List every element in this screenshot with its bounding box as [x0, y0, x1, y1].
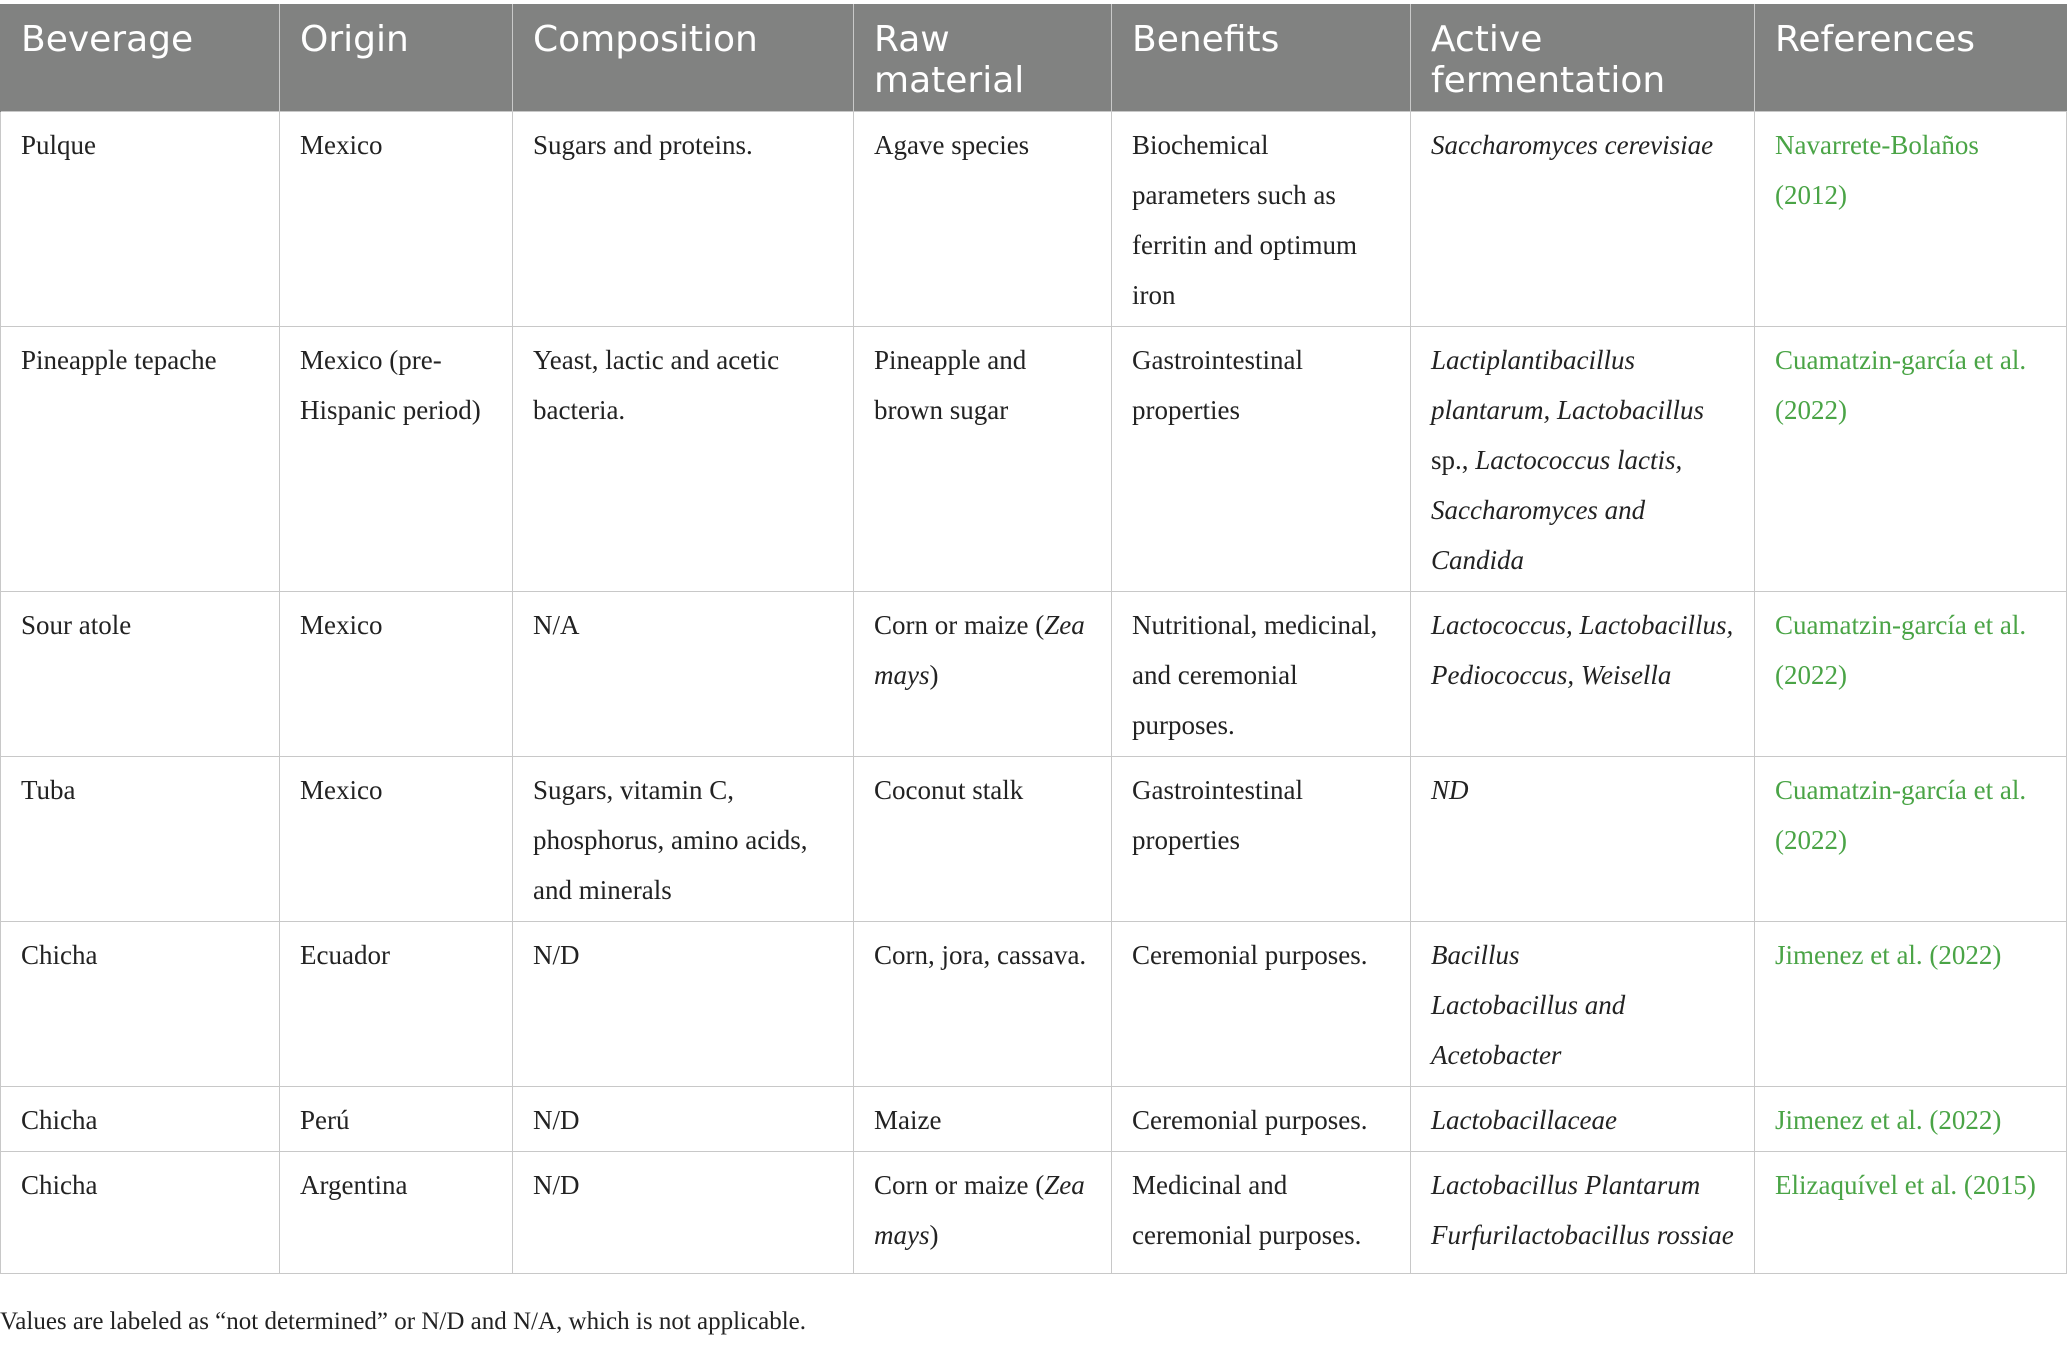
cell-raw-material-segment: Zea mays — [874, 1170, 1085, 1250]
cell-raw-material-segment: Zea mays — [874, 610, 1085, 690]
cell-origin: Mexico — [280, 112, 513, 327]
beverages-table — [0, 4, 2067, 1274]
table-row — [1, 1087, 2067, 1152]
cell-origin: Perú — [280, 1087, 513, 1152]
cell-active-fermentation-segment: Lactococcus lactis, Saccharomyces and Candida — [1431, 445, 1683, 575]
cell-beverage: Tuba — [1, 757, 280, 922]
cell-active-fermentation — [1411, 1152, 1755, 1274]
cell-active-fermentation — [1411, 1087, 1755, 1152]
cell-raw-material — [854, 1087, 1112, 1152]
cell-benefits: Gastrointestinal properties — [1112, 757, 1411, 922]
cell-active-fermentation — [1411, 757, 1755, 922]
cell-raw-material-segment: Corn or maize ( — [874, 1170, 1045, 1200]
cell-raw-material-segment: ) — [929, 660, 939, 690]
cell-composition: N/D — [513, 1087, 854, 1152]
cell-beverage: Chicha — [1, 922, 280, 1087]
cell-beverage: Pineapple tepache — [1, 327, 280, 592]
cell-composition: N/A — [513, 592, 854, 757]
cell-beverage: Chicha — [1, 1087, 280, 1152]
cell-beverage: Pulque — [1, 112, 280, 327]
cell-benefits: Ceremonial purposes. — [1112, 922, 1411, 1087]
cell-active-fermentation-segment: Lactiplantibacillus plantarum, Lactobacillus — [1431, 345, 1705, 425]
cell-raw-material-segment: ) — [929, 1220, 939, 1250]
table-row — [1, 922, 2067, 1087]
cell-composition: Sugars and proteins. — [513, 112, 854, 327]
cell-raw-material — [854, 757, 1112, 922]
table-row — [1, 1152, 2067, 1274]
table-row — [1, 757, 2067, 922]
header-benefits: Benefits — [1112, 4, 1411, 112]
cell-composition: Yeast, lactic and acetic bacteria. — [513, 327, 854, 592]
cell-active-fermentation — [1411, 327, 1755, 592]
cell-active-fermentation-segment: Lactococcus, Lactobacillus, Pediococcus, Weisella — [1431, 610, 1734, 690]
cell-origin: Mexico (pre-Hispanic period) — [280, 327, 513, 592]
cell-raw-material — [854, 922, 1112, 1087]
header-references: References — [1755, 4, 2067, 112]
cell-active-fermentation-segment: Lactobacillus and Acetobacter — [1431, 990, 1626, 1070]
cell-active-fermentation — [1411, 592, 1755, 757]
cell-benefits: Nutritional, medicinal, and ceremonial purposes. — [1112, 592, 1411, 757]
cell-active-fermentation-segment: Lactobacillaceae — [1431, 1105, 1617, 1135]
cell-reference[interactable]: Cuamatzin-garcía et al. (2022) — [1755, 757, 2067, 922]
cell-origin: Argentina — [280, 1152, 513, 1274]
cell-active-fermentation — [1411, 112, 1755, 327]
cell-raw-material — [854, 1152, 1112, 1274]
cell-composition: N/D — [513, 1152, 854, 1274]
cell-raw-material-segment: Coconut stalk — [874, 775, 1024, 805]
cell-raw-material-segment: Agave species — [874, 130, 1030, 160]
cell-reference[interactable]: Jimenez et al. (2022) — [1755, 922, 2067, 1087]
cell-reference[interactable]: Cuamatzin-garcía et al. (2022) — [1755, 592, 2067, 757]
header-active-fermentation: Active fermentation — [1411, 4, 1755, 112]
table-row — [1, 327, 2067, 592]
beverages-table-container — [0, 4, 2066, 1274]
cell-reference[interactable]: Jimenez et al. (2022) — [1755, 1087, 2067, 1152]
cell-raw-material-segment: Pineapple and brown sugar — [874, 345, 1027, 425]
cell-active-fermentation-segment: sp., — [1431, 445, 1476, 475]
table-body — [1, 112, 2067, 1274]
cell-origin: Mexico — [280, 757, 513, 922]
cell-raw-material — [854, 112, 1112, 327]
table-row — [1, 112, 2067, 327]
header-raw-material: Raw material — [854, 4, 1112, 112]
cell-benefits: Ceremonial purposes. — [1112, 1087, 1411, 1152]
cell-reference[interactable]: Cuamatzin-garcía et al. (2022) — [1755, 327, 2067, 592]
table-header-row — [1, 4, 2067, 112]
table-row — [1, 592, 2067, 757]
table-footnote: Values are labeled as “not determined” or N/D and N/A, which is not applicable. — [0, 1308, 806, 1335]
cell-active-fermentation — [1411, 922, 1755, 1087]
header-origin: Origin — [280, 4, 513, 112]
cell-composition: N/D — [513, 922, 854, 1087]
cell-composition: Sugars, vitamin C, phosphorus, amino acids, and minerals — [513, 757, 854, 922]
cell-raw-material — [854, 327, 1112, 592]
cell-origin: Ecuador — [280, 922, 513, 1087]
cell-benefits: Gastrointestinal properties — [1112, 327, 1411, 592]
cell-active-fermentation-segment: ND — [1431, 775, 1469, 805]
cell-active-fermentation-segment: Lactobacillus Plantarum — [1431, 1170, 1701, 1200]
header-beverage: Beverage — [1, 4, 280, 112]
cell-raw-material-segment: Corn or maize ( — [874, 610, 1045, 640]
cell-reference[interactable]: Elizaquível et al. (2015) — [1755, 1152, 2067, 1274]
cell-active-fermentation-segment: Bacillus — [1431, 940, 1520, 970]
cell-beverage: Chicha — [1, 1152, 280, 1274]
cell-raw-material-segment: Corn, jora, cassava. — [874, 940, 1087, 970]
cell-origin: Mexico — [280, 592, 513, 757]
header-composition: Composition — [513, 4, 854, 112]
cell-active-fermentation-segment: Saccharomyces cerevisiae — [1431, 130, 1714, 160]
cell-raw-material-segment: Maize — [874, 1105, 942, 1135]
cell-active-fermentation-segment: Furfurilactobacillus rossiae — [1431, 1220, 1734, 1250]
cell-raw-material — [854, 592, 1112, 757]
cell-benefits: Medicinal and ceremonial purposes. — [1112, 1152, 1411, 1274]
cell-reference[interactable]: Navarrete-Bolaños (2012) — [1755, 112, 2067, 327]
cell-benefits: Biochemical parameters such as ferritin and optimum iron — [1112, 112, 1411, 327]
cell-beverage: Sour atole — [1, 592, 280, 757]
